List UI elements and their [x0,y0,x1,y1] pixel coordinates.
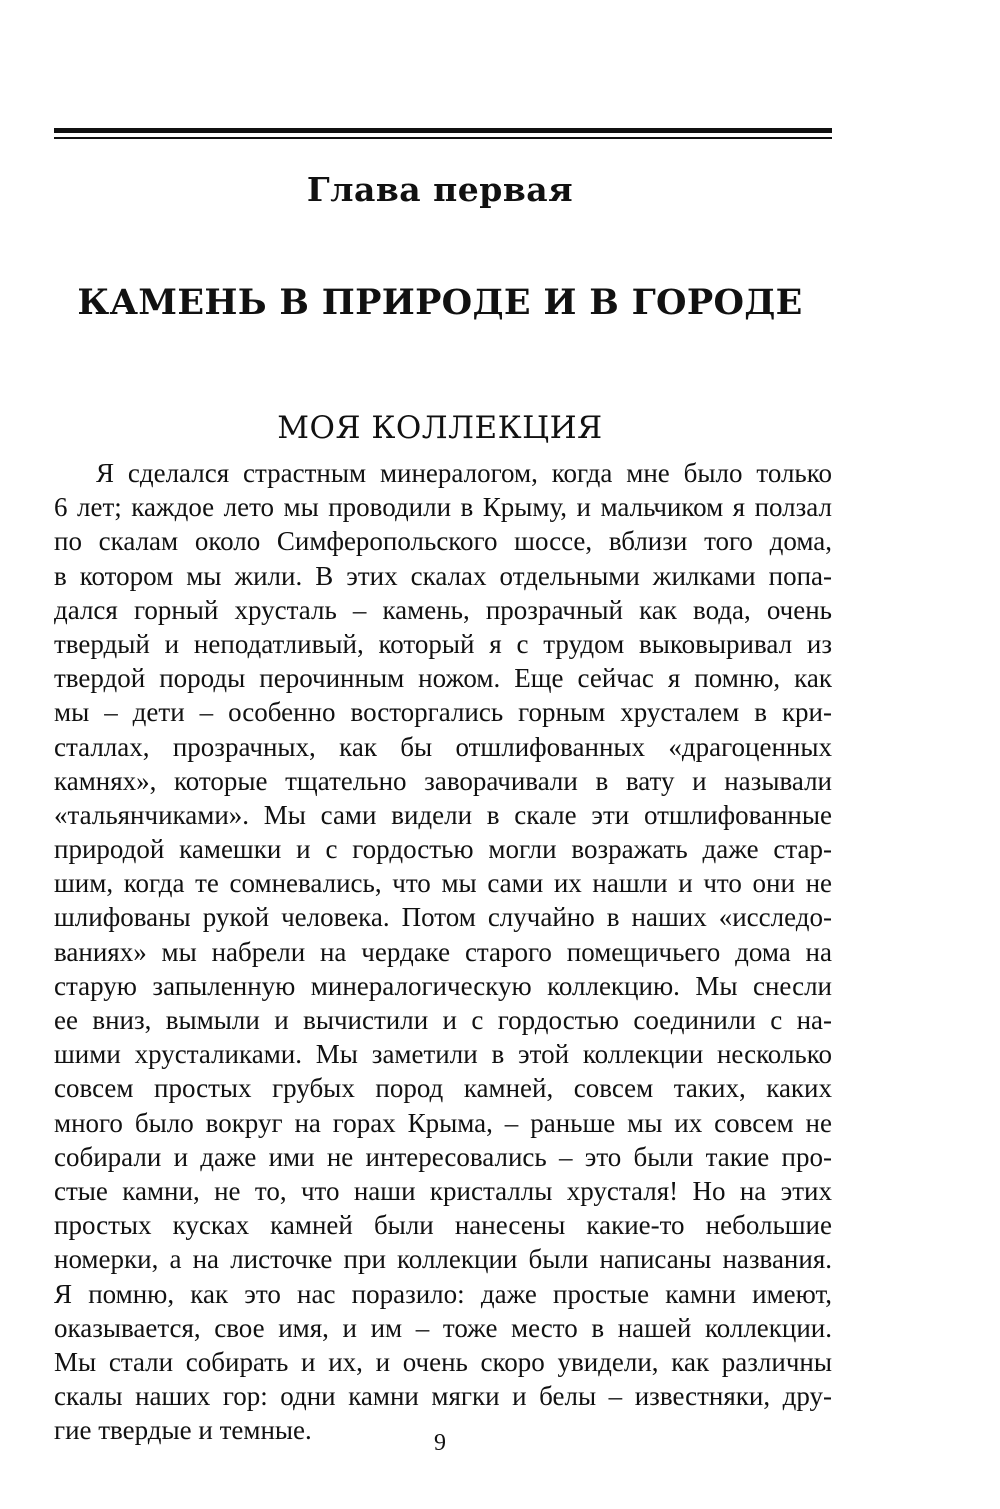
body-paragraph [54,456,832,1447]
text-line: в котором мы жили. В этих скалах отдельными жилками попа- [54,560,832,591]
text-line: стые камни, не то, что наши кристаллы хрусталя! Но на этих [54,1175,832,1206]
chapter-title: КАМЕНЬ В ПРИРОДЕ И В ГОРОДЕ [77,282,803,323]
text-line: Я помню, как это нас поразило: даже простые камни имеют, [54,1278,832,1309]
text-line: шим, когда те сомневались, что мы сами их нашли и что они не [54,868,832,899]
text-line: 6 лет; каждое лето мы проводили в Крыму, и мальчиком я ползал [54,492,832,523]
text-line: старую запыленную минералогическую коллекцию. Мы снесли [54,970,832,1001]
text-line: ваниях» мы набрели на чердаке старого помещичьего дома на [54,936,832,967]
text-line: совсем простых грубых пород камней, совсем таких, каких [54,1073,832,1104]
text-line: ее вниз, вымыли и вычистили и с гордостью соединили с на- [54,1005,832,1035]
text-line: много было вокруг на горах Крыма, – раньше мы их совсем не [54,1107,832,1138]
header-rule-thin [54,137,832,139]
text-line: твердой породы перочинным ножом. Еще сейчас я помню, как [54,663,832,694]
chapter-label: Глава первая [306,170,574,209]
text-line: по скалам около Симферопольского шоссе, вблизи того дома, [54,526,832,557]
text-line: твердый и неподатливый, который я с трудом выковыривал из [54,628,832,659]
text-line: камнях», которые тщательно заворачивали в вату и называли [54,765,832,796]
text-line: простых кусках камней были нанесены какие-то небольшие [54,1210,832,1241]
text-line: Я сделался страстным минералогом, когда мне было только [96,458,832,488]
text-line: собирали и даже ими не интересовались – это были такие про- [54,1141,832,1172]
text-line: сталлах, прозрачных, как бы отшлифованных «драгоценных [54,731,832,762]
text-line: шлифованы рукой человека. Потом случайно в наших «исследо- [54,902,832,933]
text-line: дался горный хрусталь – камень, прозрачный как вода, очень [54,594,832,625]
text-line: гие твердые и темные. [54,1415,312,1446]
text-line: «тальянчиками». Мы сами видели в скале эти отшлифованные [54,799,832,830]
text-line: скалы наших гор: одни камни мягки и белы – известняки, дру- [54,1381,832,1412]
text-line: шими хрусталиками. Мы заметили в этой коллекции несколько [54,1039,832,1070]
text-line: оказывается, свое имя, и им – тоже место в нашей коллекции. [54,1312,832,1343]
text-line: номерки, а на листочке при коллекции были написаны названия. [54,1244,832,1275]
section-title: МОЯ КОЛЛЕКЦИЯ [277,410,603,446]
text-line: природой камешки и с гордостью могли возражать даже стар- [54,834,832,865]
text-line: мы – дети – особенно восторгались горным хрусталем в кри- [54,697,832,728]
header-rule-thick [54,128,832,133]
page-number: 9 [434,1430,446,1456]
text-line: Мы стали собирать и их, и очень скоро увидели, как различны [54,1346,832,1377]
